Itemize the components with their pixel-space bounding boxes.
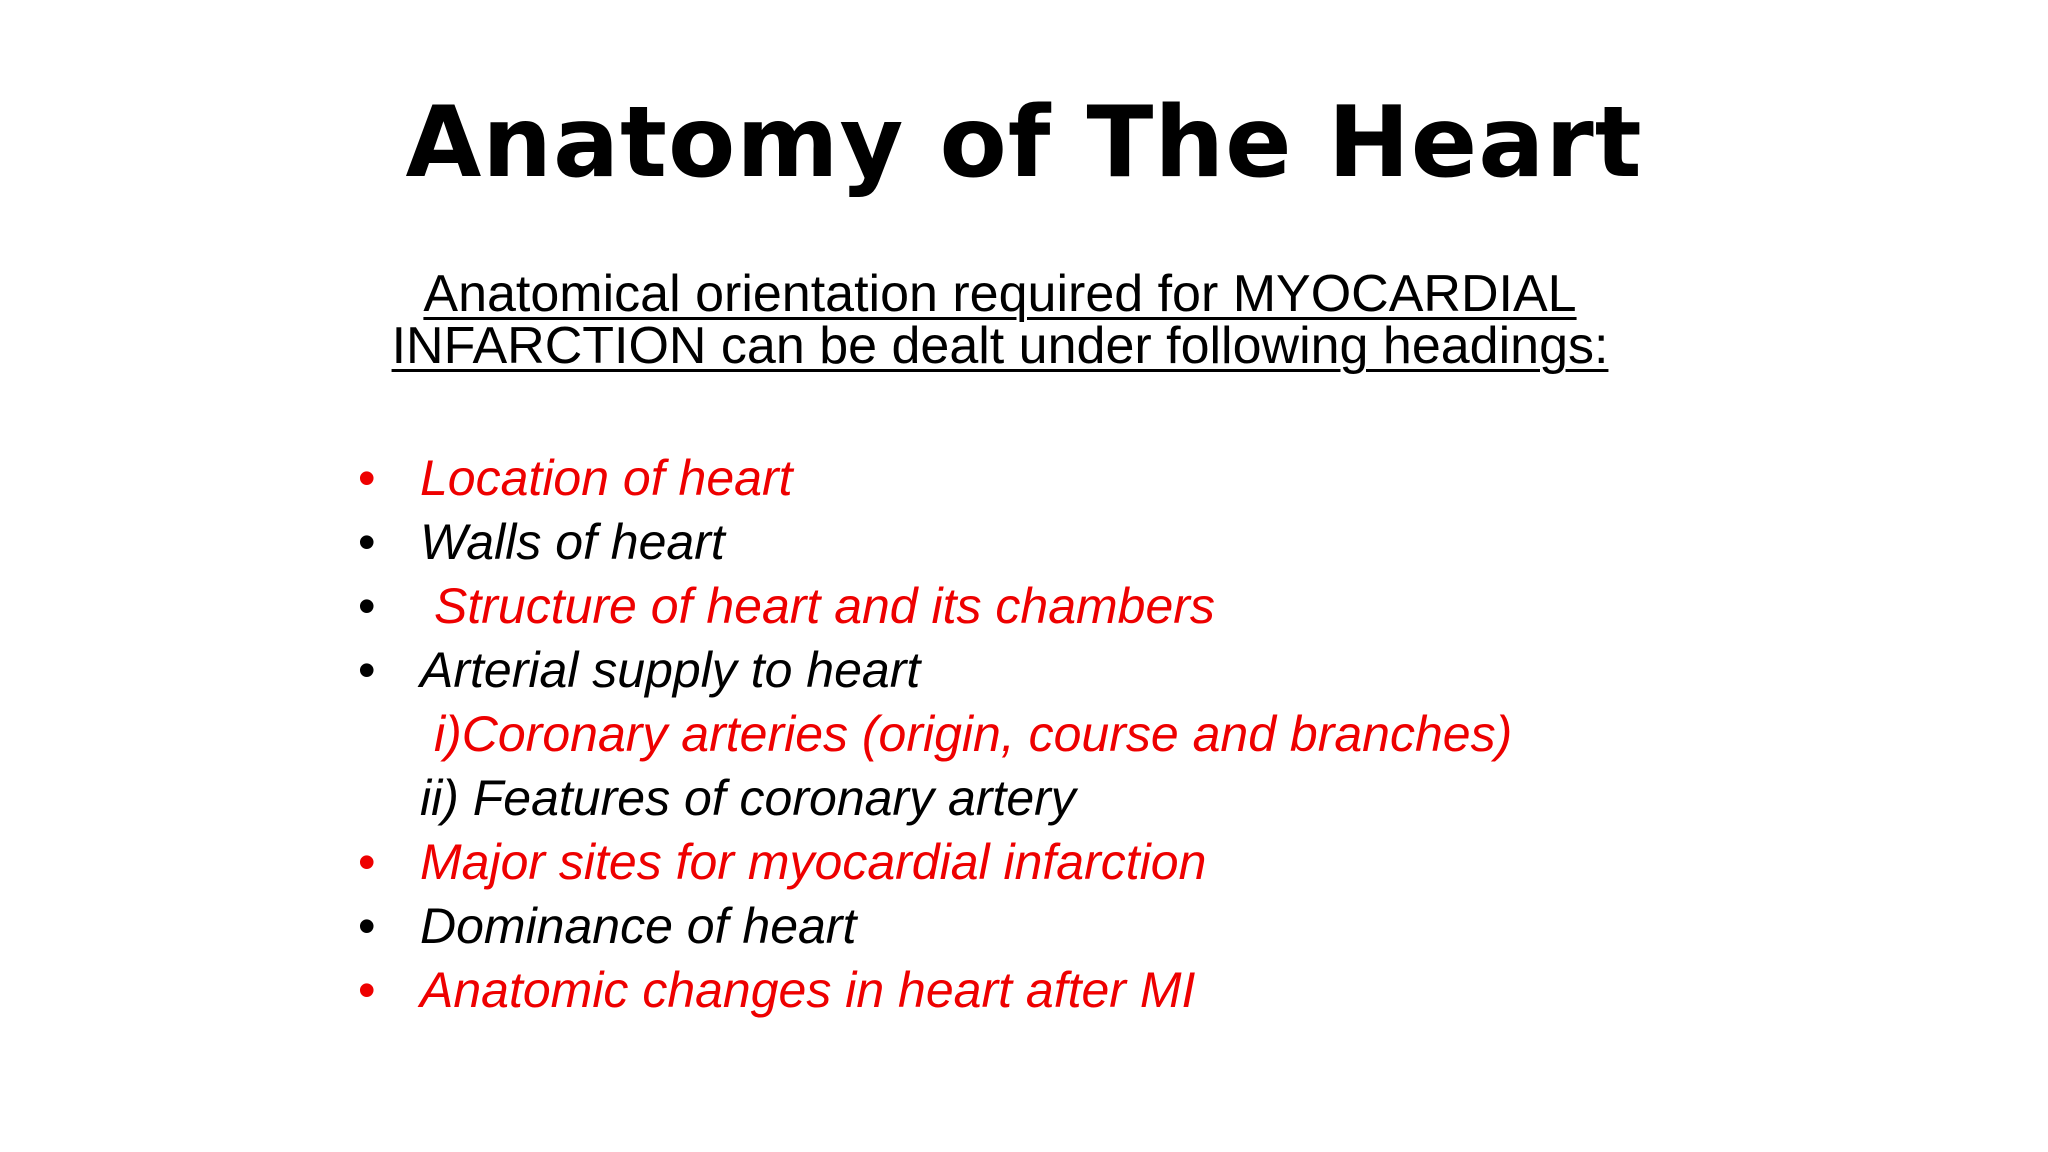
sub-list-item (358, 766, 1758, 830)
slide-title: Anatomy of The Heart (405, 86, 1643, 200)
slide-subtitle (340, 265, 1660, 375)
list-item-text: Arterial supply to heart (420, 642, 921, 698)
list-item (358, 958, 1758, 1022)
sub-list-item-text: i)Coronary arteries (origin, course and branches) (434, 706, 1513, 762)
list-item-text: Location of heart (420, 450, 793, 506)
list-item-text: Dominance of heart (420, 898, 857, 954)
sub-list-item-text: ii) Features of coronary artery (420, 770, 1076, 826)
subtitle-line-1: Anatomical orientation required for MYOCARDIAL (423, 265, 1577, 323)
list-item (358, 830, 1758, 894)
sub-list-item (358, 702, 1758, 766)
list-item-text: Walls of heart (420, 514, 725, 570)
list-item-text: Major sites for myocardial infarction (420, 834, 1207, 890)
list-item (358, 638, 1758, 702)
list-item (358, 574, 1758, 638)
list-item (358, 894, 1758, 958)
bullet-icon: • (358, 578, 376, 634)
list-item (358, 510, 1758, 574)
bullet-icon: • (358, 642, 376, 698)
bullet-icon: • (358, 898, 376, 954)
heading-list (358, 446, 1758, 1022)
bullet-icon: • (358, 962, 376, 1018)
bullet-icon: • (358, 450, 376, 506)
bullet-icon: • (358, 834, 376, 890)
list-item-text: Anatomic changes in heart after MI (420, 962, 1196, 1018)
subtitle-line-2: INFARCTION can be dealt under following headings: (391, 317, 1609, 375)
bullet-icon: • (358, 514, 376, 570)
list-item (358, 446, 1758, 510)
list-item-text: Structure of heart and its chambers (434, 578, 1215, 634)
